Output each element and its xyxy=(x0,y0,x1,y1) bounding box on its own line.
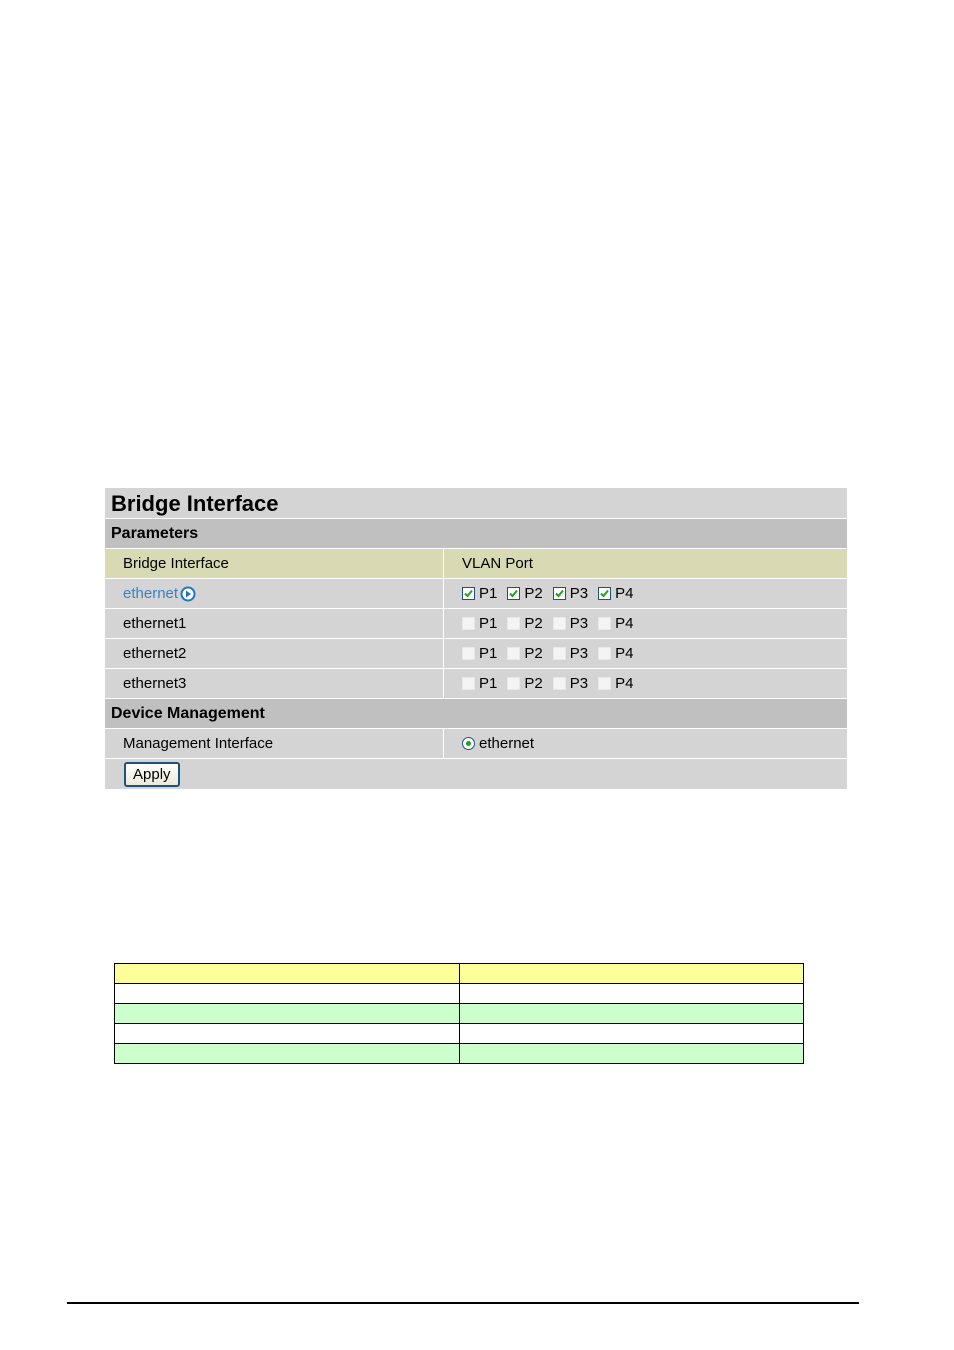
table-row xyxy=(115,1004,804,1024)
vlan-port-p2 xyxy=(507,609,542,638)
table-cell xyxy=(115,1044,460,1064)
table-cell xyxy=(115,1004,460,1024)
vlan-port-p1 xyxy=(462,639,497,668)
port-label: P4 xyxy=(615,585,634,602)
bridge-interface-name xyxy=(105,579,444,608)
port-label: P3 xyxy=(569,645,589,662)
management-ethernet-label: ethernet xyxy=(479,735,535,752)
table-row xyxy=(115,964,804,984)
port-label: P1 xyxy=(479,675,498,692)
footer-divider xyxy=(67,1302,859,1304)
bridge-interface-link-ethernet[interactable] xyxy=(123,579,196,608)
apply-button[interactable]: Apply xyxy=(124,762,180,787)
port-label: P2 xyxy=(524,585,543,602)
port-checkbox[interactable] xyxy=(507,677,520,690)
port-label: P2 xyxy=(524,645,543,662)
table-header-row xyxy=(105,549,847,579)
checkmark-icon xyxy=(508,588,519,599)
bridge-interface-panel xyxy=(105,488,847,789)
table-cell xyxy=(115,964,460,984)
port-checkbox[interactable] xyxy=(598,647,611,660)
port-label: P3 xyxy=(569,675,589,692)
header-vlan-port: VLAN Port xyxy=(462,555,533,572)
port-checkbox[interactable] xyxy=(553,617,566,630)
table-cell xyxy=(459,1024,804,1044)
vlan-port-p4 xyxy=(598,579,633,608)
parameters-section-title: Parameters xyxy=(111,525,199,542)
vlan-port-p3 xyxy=(553,579,588,608)
device-management-section-row xyxy=(105,699,847,729)
table-cell xyxy=(115,984,460,1004)
port-label: P4 xyxy=(615,645,634,662)
panel-title-row xyxy=(105,488,847,519)
bridge-rows xyxy=(105,579,847,699)
bridge-interface-name: ethernet2 xyxy=(105,639,444,668)
port-checkbox[interactable] xyxy=(598,587,611,600)
table-cell xyxy=(459,1004,804,1024)
management-ethernet-radio[interactable] xyxy=(462,737,475,750)
vlan-port-p2 xyxy=(507,669,542,698)
port-checkbox[interactable] xyxy=(462,617,475,630)
table-row xyxy=(115,984,804,1004)
port-checkbox[interactable] xyxy=(553,647,566,660)
vlan-port-p4 xyxy=(598,609,633,638)
port-checkbox[interactable] xyxy=(553,677,566,690)
port-label: P4 xyxy=(615,615,634,632)
panel-title: Bridge Interface xyxy=(111,491,279,516)
vlan-port-p2 xyxy=(507,639,542,668)
port-label: P1 xyxy=(479,615,498,632)
table-cell xyxy=(459,1044,804,1064)
port-checkbox[interactable] xyxy=(507,617,520,630)
port-checkbox[interactable] xyxy=(553,587,566,600)
vlan-port-p2 xyxy=(507,579,542,608)
device-management-section-title: Device Management xyxy=(111,705,265,722)
port-checkbox[interactable] xyxy=(462,677,475,690)
checkmark-icon xyxy=(599,588,610,599)
vlan-port-options xyxy=(444,639,847,668)
port-label: P4 xyxy=(615,675,634,692)
port-checkbox[interactable] xyxy=(507,647,520,660)
table-cell xyxy=(115,1024,460,1044)
document-table xyxy=(114,963,804,1064)
port-label: P1 xyxy=(479,645,498,662)
port-label: P2 xyxy=(524,675,543,692)
vlan-port-p3 xyxy=(553,639,588,668)
port-label: P3 xyxy=(569,615,589,632)
arrow-right-circle-icon[interactable] xyxy=(180,586,196,602)
apply-row xyxy=(105,759,847,789)
bridge-row-ethernet1 xyxy=(105,609,847,639)
port-checkbox[interactable] xyxy=(507,587,520,600)
port-label: P1 xyxy=(479,585,498,602)
checkmark-icon xyxy=(463,588,474,599)
port-checkbox[interactable] xyxy=(598,677,611,690)
vlan-port-options xyxy=(444,669,847,698)
management-interface-row xyxy=(105,729,847,759)
vlan-port-p4 xyxy=(598,639,633,668)
table-cell xyxy=(459,984,804,1004)
vlan-port-options xyxy=(444,579,847,608)
vlan-port-p3 xyxy=(553,609,588,638)
port-label: P2 xyxy=(524,615,543,632)
vlan-port-p1 xyxy=(462,669,497,698)
bridge-row-ethernet2 xyxy=(105,639,847,669)
port-checkbox[interactable] xyxy=(598,617,611,630)
bridge-row-ethernet3 xyxy=(105,669,847,699)
checkmark-icon xyxy=(554,588,565,599)
bridge-interface-name: ethernet1 xyxy=(105,609,444,638)
management-interface-label: Management Interface xyxy=(105,729,444,758)
vlan-port-p4 xyxy=(598,669,633,698)
vlan-port-options xyxy=(444,609,847,638)
table-row xyxy=(115,1044,804,1064)
bridge-interface-link-label: ethernet xyxy=(123,585,179,602)
port-checkbox[interactable] xyxy=(462,587,475,600)
vlan-port-p3 xyxy=(553,669,588,698)
header-bridge-interface: Bridge Interface xyxy=(105,549,444,578)
table-row xyxy=(115,1024,804,1044)
management-interface-value xyxy=(444,729,847,758)
bridge-row-ethernet xyxy=(105,579,847,609)
parameters-section-row xyxy=(105,519,847,549)
port-checkbox[interactable] xyxy=(462,647,475,660)
table-cell xyxy=(459,964,804,984)
port-label: P3 xyxy=(569,585,589,602)
vlan-port-p1 xyxy=(462,579,497,608)
bridge-interface-name: ethernet3 xyxy=(105,669,444,698)
vlan-port-p1 xyxy=(462,609,497,638)
